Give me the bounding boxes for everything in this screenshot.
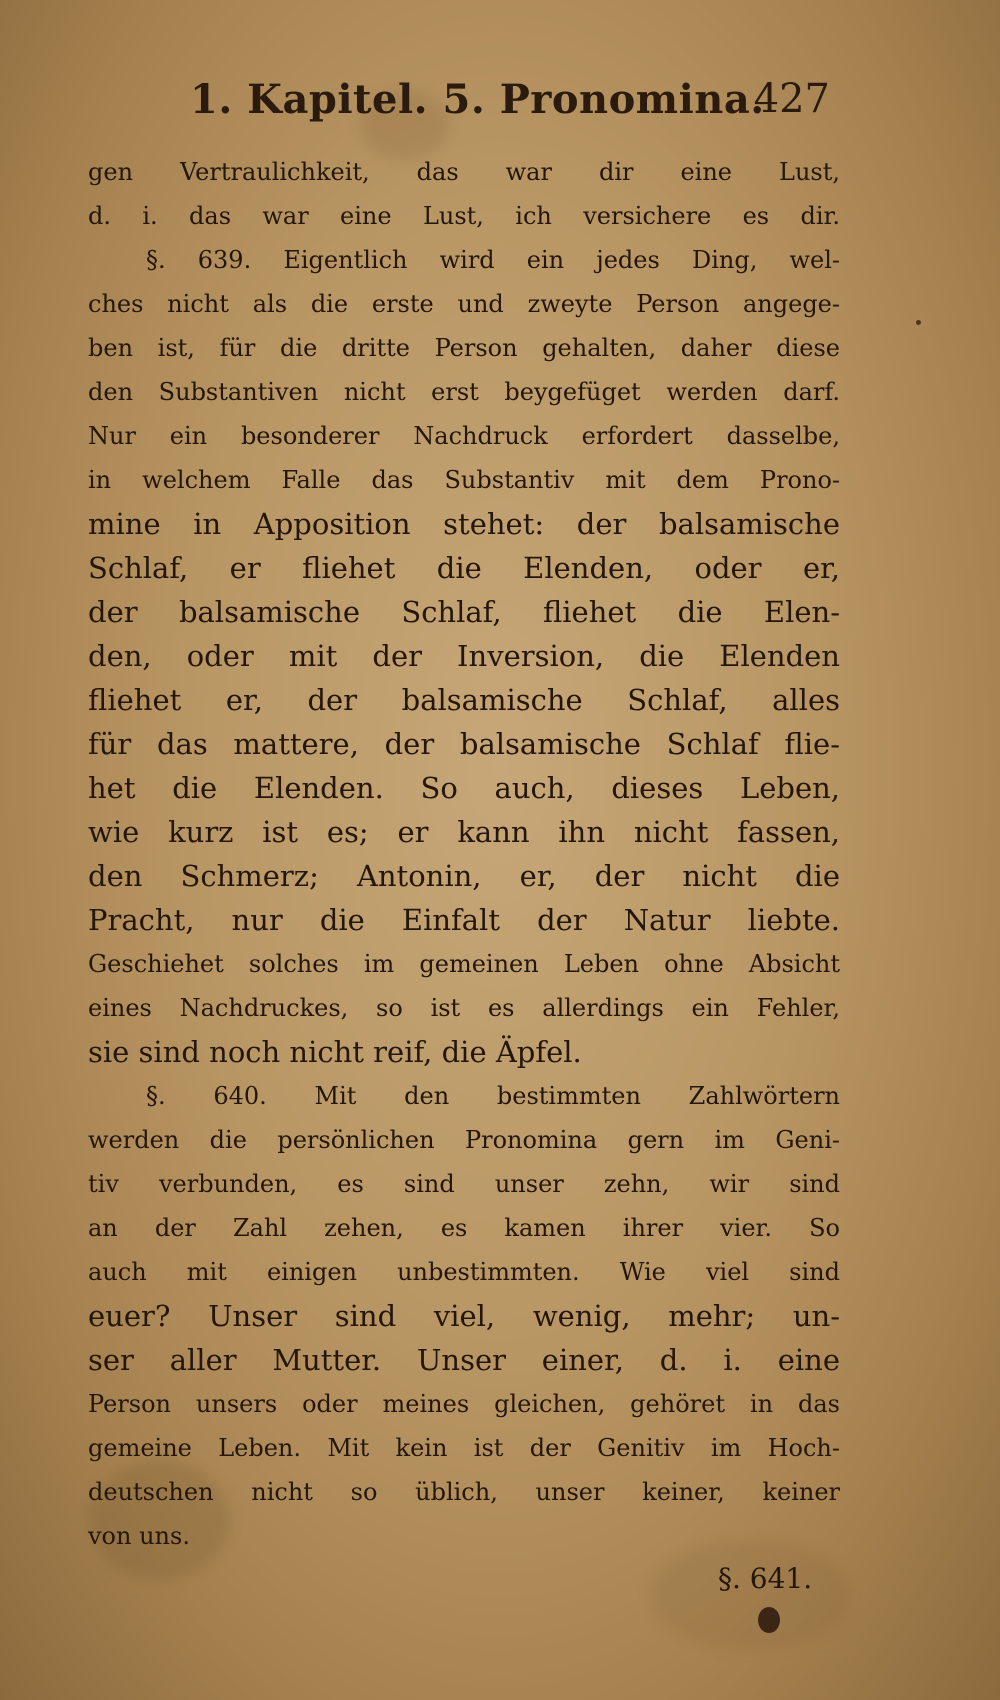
text-line: tiv verbunden, es sind unser zehn, wir sind [88,1170,840,1198]
text-line: gen Vertraulichkeit, das war dir eine Lust, [88,158,840,186]
body-text [88,150,840,1558]
text-line: gemeine Leben. Mit kein ist der Genitiv im Hoch- [88,1434,840,1462]
text-line: §. 639. Eigentlich wird ein jedes Ding, wel- [146,246,840,274]
text-line: werden die persönlichen Pronomina gern im Geni- [88,1126,840,1154]
text-line: Nur ein besonderer Nachdruck erfordert dasselbe, [88,422,840,450]
text-line: eines Nachdruckes, so ist es allerdings ein Fehler, [88,994,840,1022]
text-line: euer? Unser sind viel, wenig, mehr; un- [88,1299,840,1333]
text-line: für das mattere, der balsamische Schlaf flie- [88,727,840,761]
page-number: 427 [753,76,830,122]
text-line: Pracht, nur die Einfalt der Natur liebte. [88,903,840,937]
text-line: von uns. [88,1522,190,1550]
text-line: d. i. das war eine Lust, ich versichere es dir. [88,202,840,230]
text-line: Geschiehet solches im gemeinen Leben ohne Absicht [88,950,840,978]
text-line: auch mit einigen unbestimmten. Wie viel sind [88,1258,840,1286]
ink-blot [758,1607,780,1633]
text-line: §. 640. Mit den bestimmten Zahlwörtern [146,1082,840,1110]
catchword: §. 641. [718,1562,813,1595]
text-line: den Substantiven nicht erst beygefüget werden darf. [88,378,840,406]
text-line: deutschen nicht so üblich, unser keiner, keiner [88,1478,840,1506]
running-title: 1. Kapitel. 5. Pronomina. [190,76,765,123]
text-line: het die Elenden. So auch, dieses Leben, [88,771,840,805]
text-line: sie sind noch nicht reif, die Äpfel. [88,1035,582,1069]
text-line: ches nicht als die erste und zweyte Person angege- [88,290,840,318]
page-header [150,76,830,136]
text-line: mine in Apposition stehet: der balsamische [88,507,840,541]
text-line: Person unsers oder meines gleichen, gehöret in das [88,1390,840,1418]
text-line: ser aller Mutter. Unser einer, d. i. eine [88,1343,840,1377]
ink-dot [916,320,921,325]
text-line: der balsamische Schlaf, fliehet die Elen- [88,595,840,629]
text-line: fliehet er, der balsamische Schlaf, alles [88,683,840,717]
text-line: Schlaf, er fliehet die Elenden, oder er, [88,551,840,585]
text-line: ben ist, für die dritte Person gehalten, daher diese [88,334,840,362]
text-line: den, oder mit der Inversion, die Elenden [88,639,840,673]
text-line: in welchem Falle das Substantiv mit dem Prono- [88,466,840,494]
text-line: an der Zahl zehen, es kamen ihrer vier. So [88,1214,840,1242]
text-line: den Schmerz; Antonin, er, der nicht die [88,859,840,893]
text-line: wie kurz ist es; er kann ihn nicht fassen, [88,815,840,849]
